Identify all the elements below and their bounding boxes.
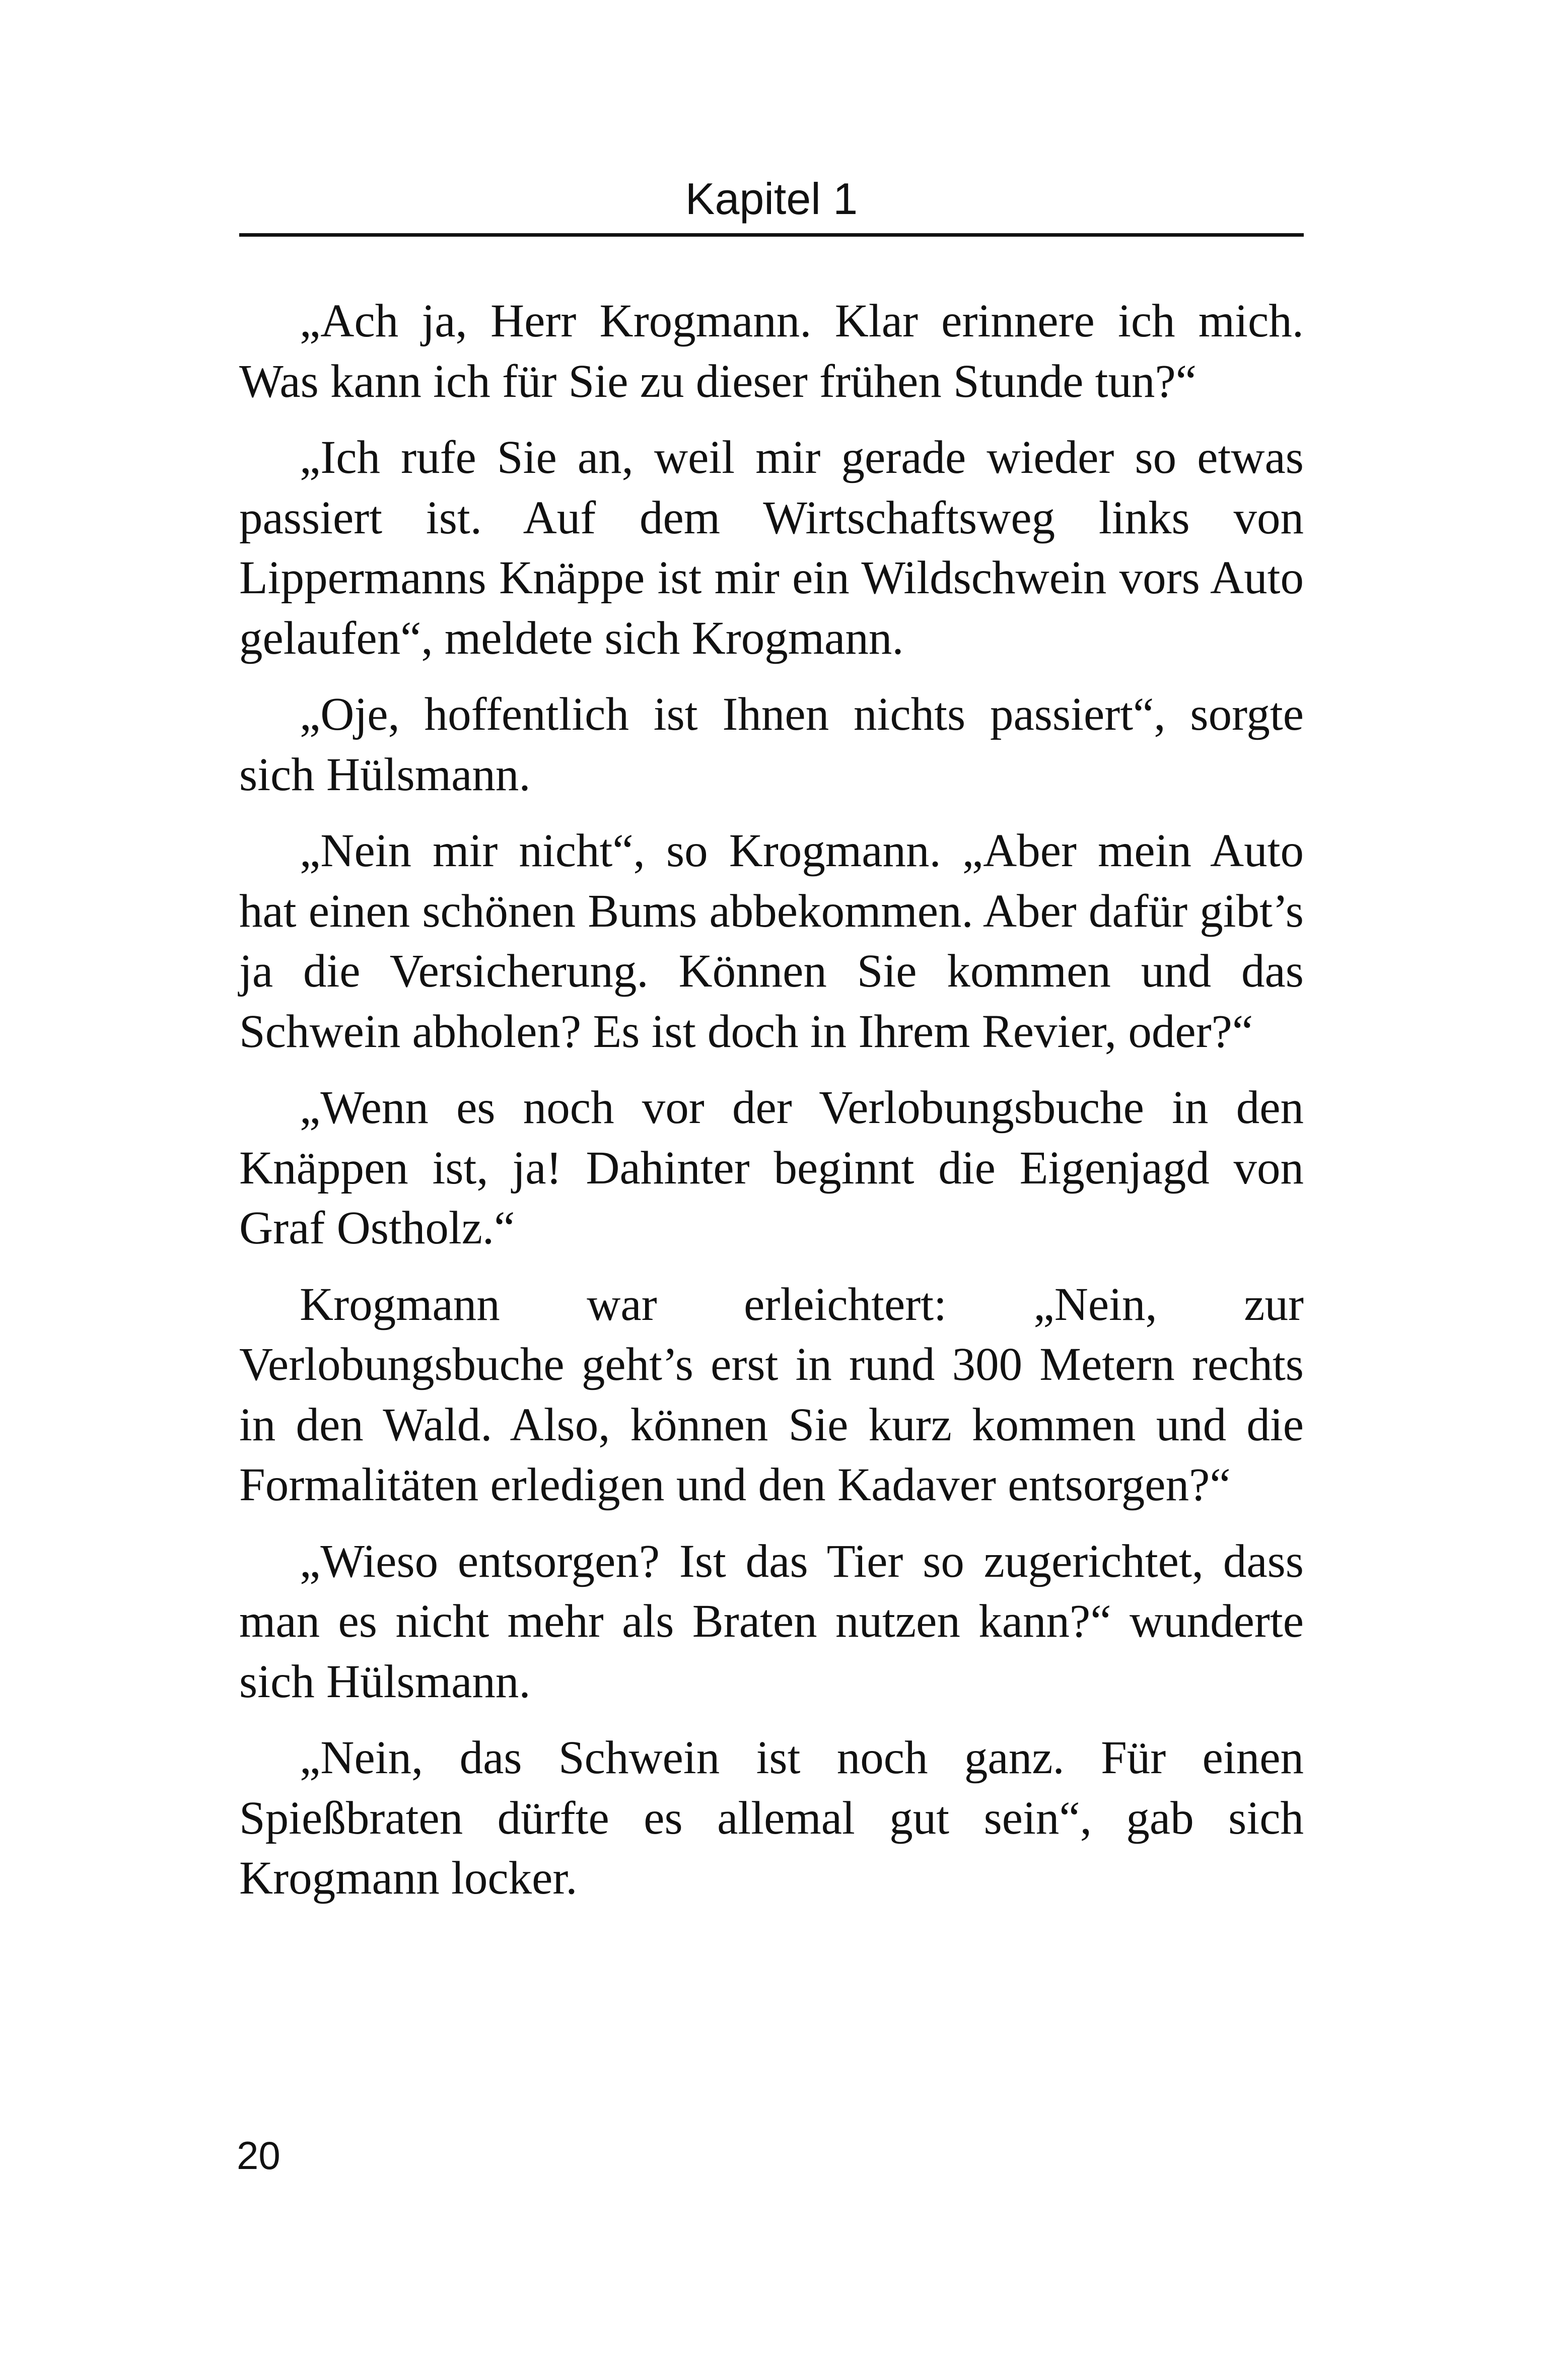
paragraph: Krogmann war erleichtert: „Nein, zur Verlobungsbuche geht’s erst in rund 300 Metern rechts in den Wald. Also, können Sie kurz kommen und die Formalitäten erledigen und den Kadaver entsorgen?“ xyxy=(239,1278,1304,1511)
chapter-title: Kapitel 1 xyxy=(685,174,858,224)
paragraph: „Nein mir nicht“, so Krogmann. „Aber mein Auto hat einen schönen Bums abbekommen. Aber dafür gibt’s ja die Versicherung. Können Sie kommen und das Schwein abholen? Es ist doch in Ihrem Revier, oder?“ xyxy=(239,825,1304,1058)
header-rule xyxy=(239,233,1304,237)
page-number: 20 xyxy=(237,2133,280,2178)
page-body xyxy=(239,291,1304,1925)
paragraph: „Ich rufe Sie an, weil mir gerade wieder so etwas passiert ist. Auf dem Wirtschaftsweg links von Lippermanns Knäppe ist mir ein Wildschwein vors Auto gelaufen“, meldete sich Krogmann. xyxy=(239,432,1304,664)
paragraph: „Wenn es noch vor der Verlobungsbuche in den Knäppen ist, ja! Dahinter beginnt die Eigenjagd von Graf Ostholz.“ xyxy=(239,1082,1304,1254)
paragraph: „Oje, hoffentlich ist Ihnen nichts passiert“, sorgte sich Hülsmann. xyxy=(239,688,1304,801)
paragraph: „Wieso entsorgen? Ist das Tier so zugerichtet, dass man es nicht mehr als Braten nutzen kann?“ wunderte sich Hülsmann. xyxy=(239,1535,1304,1708)
paragraph: „Ach ja, Herr Krogmann. Klar erinnere ich mich. Was kann ich für Sie zu dieser frühen Stunde tun?“ xyxy=(239,295,1304,407)
paragraph: „Nein, das Schwein ist noch ganz. Für einen Spießbraten dürfte es allemal gut sein“, gab sich Krogmann locker. xyxy=(239,1732,1304,1904)
